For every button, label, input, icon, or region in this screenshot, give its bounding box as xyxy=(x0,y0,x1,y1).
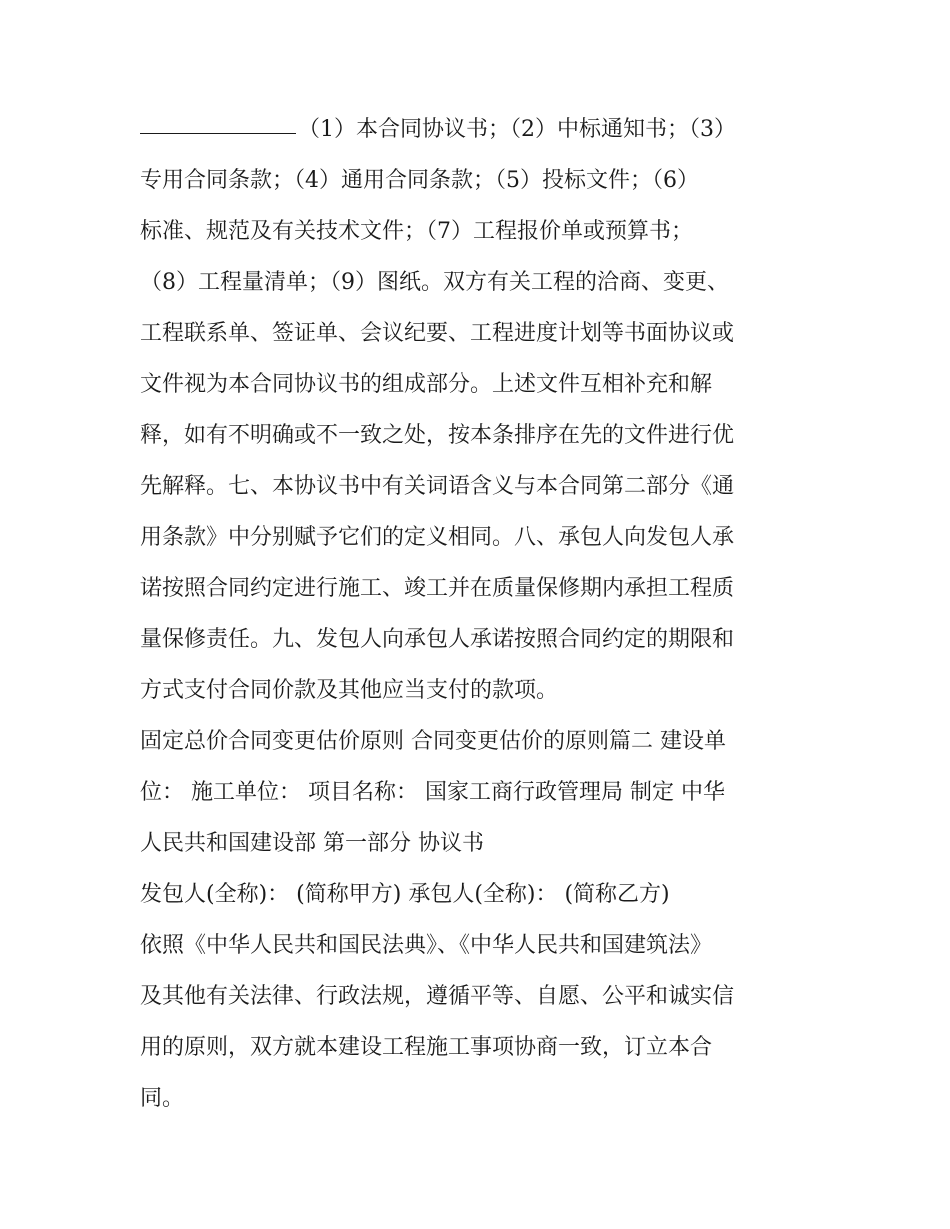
text-line: 位： 施工单位： 项目名称： 国家工商行政管理局 制定 中华 xyxy=(140,780,725,805)
text-line: 及其他有关法律、行政法规，遵循平等、自愿、公平和诚实信 xyxy=(140,984,735,1009)
text-line: 先解释。七、本协议书中有关词语含义与本合同第二部分《通 xyxy=(140,474,735,499)
text-line: 同。 xyxy=(140,1086,185,1111)
text-line: 标准、规范及有关技术文件；（7）工程报价单或预算书； xyxy=(140,219,693,244)
text-line xyxy=(140,104,820,155)
text-line: 量保修责任。九、发包人向承包人承诺按照合同约定的期限和 xyxy=(140,627,735,652)
text-line: 用条款》中分别赋予它们的定义相同。八、承包人向发包人承 xyxy=(140,525,735,550)
text-line-content: （1）本合同协议书；（2）中标通知书；（3） xyxy=(298,117,736,142)
text-line: 用的原则，双方就本建设工程施工事项协商一致，订立本合 xyxy=(140,1035,713,1060)
text-line: （8）工程量清单；（9）图纸。双方有关工程的洽商、变更、 xyxy=(140,270,729,295)
fill-in-blank xyxy=(140,109,296,134)
text-line: 专用合同条款；（4）通用合同条款；（5）投标文件；（6） xyxy=(140,168,699,193)
document-body xyxy=(140,104,820,1124)
text-line: 工程联系单、签证单、会议纪要、工程进度计划等书面协议或 xyxy=(140,321,735,346)
text-line: 依照《中华人民共和国民法典》、《中华人民共和国建筑法》 xyxy=(140,933,713,958)
text-line: 固定总价合同变更估价原则 合同变更估价的原则篇二 建设单 xyxy=(140,729,726,754)
text-line: 人民共和国建设部 第一部分 协议书 xyxy=(140,831,484,856)
text-line: 诺按照合同约定进行施工、竣工并在质量保修期内承担工程质 xyxy=(140,576,735,601)
text-line: 发包人(全称)： (简称甲方) 承包人(全称)： (简称乙方) xyxy=(140,882,670,907)
text-line: 方式支付合同价款及其他应当支付的款项。 xyxy=(140,678,559,703)
text-line: 文件视为本合同协议书的组成部分。上述文件互相补充和解 xyxy=(140,372,713,397)
text-line: 释，如有不明确或不一致之处，按本条排序在先的文件进行优 xyxy=(140,423,735,448)
